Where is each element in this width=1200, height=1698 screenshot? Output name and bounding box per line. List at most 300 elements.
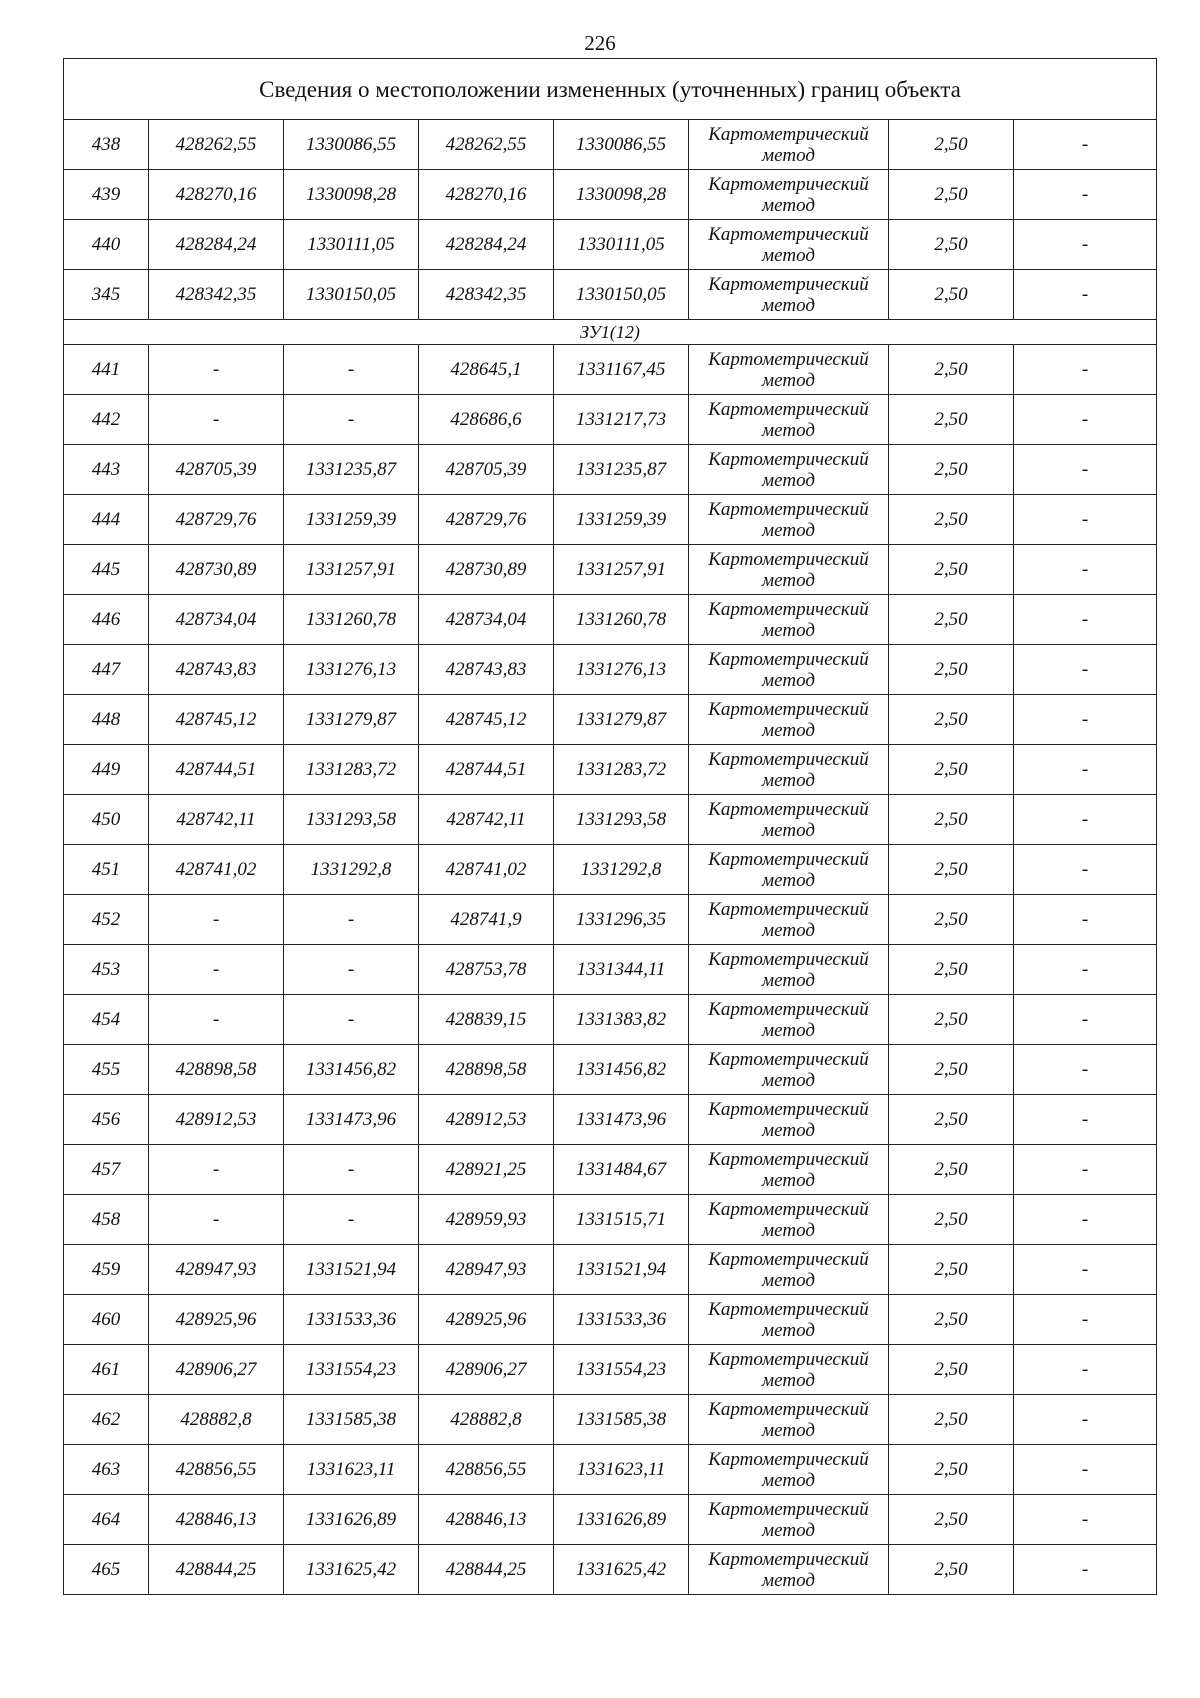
method-line-1: Картометрический (708, 598, 869, 620)
method-line-2: метод (762, 769, 815, 791)
x-refined-cell: 428270,16 (419, 170, 554, 220)
method-line-2: метод (762, 969, 815, 991)
y-existing-cell: 1331585,38 (284, 1395, 419, 1445)
y-refined-cell: 1331554,23 (554, 1345, 689, 1395)
table-row (64, 645, 1157, 695)
point-number-cell: 464 (64, 1495, 149, 1545)
y-existing-cell: - (284, 395, 419, 445)
note-cell: - (1014, 345, 1157, 395)
method-line-2: метод (762, 569, 815, 591)
method-cell (689, 945, 889, 995)
y-existing-cell: 1331293,58 (284, 795, 419, 845)
method-line-1: Картометрический (708, 123, 869, 145)
point-number-cell: 439 (64, 170, 149, 220)
x-refined-cell: 428844,25 (419, 1545, 554, 1595)
accuracy-cell: 2,50 (889, 170, 1014, 220)
point-number-cell: 446 (64, 595, 149, 645)
x-refined-cell: 428262,55 (419, 120, 554, 170)
point-number-cell: 454 (64, 995, 149, 1045)
method-cell (689, 495, 889, 545)
method-line-2: метод (762, 719, 815, 741)
note-cell: - (1014, 645, 1157, 695)
accuracy-cell: 2,50 (889, 220, 1014, 270)
coordinates-table (63, 58, 1157, 1595)
x-refined-cell: 428342,35 (419, 270, 554, 320)
method-cell (689, 545, 889, 595)
section-header-row (64, 320, 1157, 345)
y-refined-cell: 1331533,36 (554, 1295, 689, 1345)
method-cell (689, 120, 889, 170)
method-cell (689, 645, 889, 695)
method-line-1: Картометрический (708, 273, 869, 295)
method-line-2: метод (762, 294, 815, 316)
y-existing-cell: 1331235,87 (284, 445, 419, 495)
x-refined-cell: 428705,39 (419, 445, 554, 495)
y-existing-cell: 1331260,78 (284, 595, 419, 645)
note-cell: - (1014, 1495, 1157, 1545)
x-refined-cell: 428906,27 (419, 1345, 554, 1395)
table-row (64, 1245, 1157, 1295)
accuracy-cell: 2,50 (889, 1445, 1014, 1495)
table-row (64, 695, 1157, 745)
method-cell (689, 1195, 889, 1245)
method-line-2: метод (762, 1269, 815, 1291)
note-cell: - (1014, 170, 1157, 220)
note-cell: - (1014, 995, 1157, 1045)
point-number-cell: 452 (64, 895, 149, 945)
table-title-row (64, 59, 1157, 120)
x-refined-cell: 428686,6 (419, 395, 554, 445)
y-refined-cell: 1331257,91 (554, 545, 689, 595)
y-refined-cell: 1331293,58 (554, 795, 689, 845)
y-existing-cell: - (284, 1195, 419, 1245)
method-line-2: метод (762, 1019, 815, 1041)
x-existing-cell: 428734,04 (149, 595, 284, 645)
method-cell (689, 1495, 889, 1545)
point-number-cell: 447 (64, 645, 149, 695)
point-number-cell: 440 (64, 220, 149, 270)
note-cell: - (1014, 1245, 1157, 1295)
method-line-1: Картометрический (708, 1348, 869, 1370)
point-number-cell: 451 (64, 845, 149, 895)
method-line-2: метод (762, 619, 815, 641)
x-refined-cell: 428947,93 (419, 1245, 554, 1295)
method-cell (689, 595, 889, 645)
x-refined-cell: 428729,76 (419, 495, 554, 545)
x-existing-cell: - (149, 895, 284, 945)
x-refined-cell: 428745,12 (419, 695, 554, 745)
x-refined-cell: 428645,1 (419, 345, 554, 395)
method-line-1: Картометрический (708, 648, 869, 670)
point-number-cell: 438 (64, 120, 149, 170)
y-refined-cell: 1330111,05 (554, 220, 689, 270)
table-row (64, 745, 1157, 795)
method-line-2: метод (762, 1369, 815, 1391)
x-existing-cell: 428741,02 (149, 845, 284, 895)
method-cell (689, 995, 889, 1045)
x-existing-cell: 428906,27 (149, 1345, 284, 1395)
note-cell: - (1014, 695, 1157, 745)
x-refined-cell: 428744,51 (419, 745, 554, 795)
x-existing-cell: 428947,93 (149, 1245, 284, 1295)
accuracy-cell: 2,50 (889, 745, 1014, 795)
table-row (64, 445, 1157, 495)
x-refined-cell: 428925,96 (419, 1295, 554, 1345)
table-row (64, 595, 1157, 645)
note-cell: - (1014, 1345, 1157, 1395)
y-refined-cell: 1331383,82 (554, 995, 689, 1045)
accuracy-cell: 2,50 (889, 445, 1014, 495)
accuracy-cell: 2,50 (889, 1045, 1014, 1095)
method-cell (689, 1345, 889, 1395)
method-line-1: Картометрический (708, 173, 869, 195)
y-existing-cell: 1330111,05 (284, 220, 419, 270)
method-cell (689, 270, 889, 320)
x-existing-cell: - (149, 395, 284, 445)
table-row (64, 1095, 1157, 1145)
y-refined-cell: 1330150,05 (554, 270, 689, 320)
x-existing-cell: 428882,8 (149, 1395, 284, 1445)
point-number-cell: 455 (64, 1045, 149, 1095)
y-existing-cell: 1330086,55 (284, 120, 419, 170)
x-existing-cell: 428270,16 (149, 170, 284, 220)
note-cell: - (1014, 220, 1157, 270)
y-refined-cell: 1331259,39 (554, 495, 689, 545)
method-line-2: метод (762, 1519, 815, 1541)
accuracy-cell: 2,50 (889, 895, 1014, 945)
x-existing-cell: 428284,24 (149, 220, 284, 270)
table-row (64, 1145, 1157, 1195)
x-refined-cell: 428284,24 (419, 220, 554, 270)
method-cell (689, 395, 889, 445)
method-cell (689, 220, 889, 270)
y-existing-cell: 1331276,13 (284, 645, 419, 695)
accuracy-cell: 2,50 (889, 995, 1014, 1045)
y-existing-cell: 1331533,36 (284, 1295, 419, 1345)
y-refined-cell: 1330098,28 (554, 170, 689, 220)
point-number-cell: 448 (64, 695, 149, 745)
y-existing-cell: 1331292,8 (284, 845, 419, 895)
y-existing-cell: 1331554,23 (284, 1345, 419, 1395)
x-refined-cell: 428882,8 (419, 1395, 554, 1445)
method-line-2: метод (762, 194, 815, 216)
y-refined-cell: 1331456,82 (554, 1045, 689, 1095)
method-line-2: метод (762, 869, 815, 891)
x-existing-cell: - (149, 345, 284, 395)
table-row (64, 120, 1157, 170)
note-cell: - (1014, 895, 1157, 945)
x-refined-cell: 428921,25 (419, 1145, 554, 1195)
table-row (64, 895, 1157, 945)
note-cell: - (1014, 1045, 1157, 1095)
y-existing-cell: - (284, 945, 419, 995)
point-number-cell: 461 (64, 1345, 149, 1395)
note-cell: - (1014, 1295, 1157, 1345)
accuracy-cell: 2,50 (889, 1395, 1014, 1445)
method-line-1: Картометрический (708, 1098, 869, 1120)
note-cell: - (1014, 1145, 1157, 1195)
y-refined-cell: 1331235,87 (554, 445, 689, 495)
note-cell: - (1014, 120, 1157, 170)
y-existing-cell: 1331456,82 (284, 1045, 419, 1095)
note-cell: - (1014, 545, 1157, 595)
method-line-1: Картометрический (708, 548, 869, 570)
method-line-1: Картометрический (708, 348, 869, 370)
accuracy-cell: 2,50 (889, 1545, 1014, 1595)
x-refined-cell: 428898,58 (419, 1045, 554, 1095)
y-refined-cell: 1331515,71 (554, 1195, 689, 1245)
table-row (64, 845, 1157, 895)
method-line-2: метод (762, 1319, 815, 1341)
method-cell (689, 1445, 889, 1495)
y-refined-cell: 1331623,11 (554, 1445, 689, 1495)
point-number-cell: 442 (64, 395, 149, 445)
y-refined-cell: 1331283,72 (554, 745, 689, 795)
method-cell (689, 1295, 889, 1345)
accuracy-cell: 2,50 (889, 1195, 1014, 1245)
point-number-cell: 460 (64, 1295, 149, 1345)
x-existing-cell: 428742,11 (149, 795, 284, 845)
point-number-cell: 450 (64, 795, 149, 845)
method-line-1: Картометрический (708, 1398, 869, 1420)
method-cell (689, 445, 889, 495)
method-line-1: Картометрический (708, 448, 869, 470)
section-label: ЗУ1(12) (64, 320, 1157, 345)
x-existing-cell: 428744,51 (149, 745, 284, 795)
method-line-2: метод (762, 144, 815, 166)
x-refined-cell: 428741,9 (419, 895, 554, 945)
method-cell (689, 695, 889, 745)
table-row (64, 170, 1157, 220)
x-existing-cell: 428342,35 (149, 270, 284, 320)
table-row (64, 1495, 1157, 1545)
accuracy-cell: 2,50 (889, 345, 1014, 395)
y-refined-cell: 1331260,78 (554, 595, 689, 645)
x-refined-cell: 428743,83 (419, 645, 554, 695)
x-existing-cell: 428844,25 (149, 1545, 284, 1595)
method-line-1: Картометрический (708, 948, 869, 970)
table-title: Сведения о местоположении измененных (уточненных) границ объекта (64, 59, 1157, 120)
table-row (64, 395, 1157, 445)
x-refined-cell: 428742,11 (419, 795, 554, 845)
x-refined-cell: 428959,93 (419, 1195, 554, 1245)
note-cell: - (1014, 1195, 1157, 1245)
point-number-cell: 462 (64, 1395, 149, 1445)
method-line-1: Картометрический (708, 1548, 869, 1570)
method-line-2: метод (762, 1119, 815, 1141)
x-existing-cell: 428912,53 (149, 1095, 284, 1145)
method-cell (689, 745, 889, 795)
method-cell (689, 1245, 889, 1295)
x-refined-cell: 428730,89 (419, 545, 554, 595)
table-row (64, 995, 1157, 1045)
y-refined-cell: 1330086,55 (554, 120, 689, 170)
table-body (64, 59, 1157, 1595)
x-existing-cell: 428730,89 (149, 545, 284, 595)
x-refined-cell: 428753,78 (419, 945, 554, 995)
x-refined-cell: 428734,04 (419, 595, 554, 645)
method-cell (689, 795, 889, 845)
table-row (64, 220, 1157, 270)
y-existing-cell: 1331257,91 (284, 545, 419, 595)
accuracy-cell: 2,50 (889, 395, 1014, 445)
table-row (64, 495, 1157, 545)
method-cell (689, 895, 889, 945)
y-existing-cell: 1331279,87 (284, 695, 419, 745)
y-refined-cell: 1331473,96 (554, 1095, 689, 1145)
point-number-cell: 463 (64, 1445, 149, 1495)
table-row (64, 345, 1157, 395)
x-existing-cell: 428729,76 (149, 495, 284, 545)
y-refined-cell: 1331625,42 (554, 1545, 689, 1595)
accuracy-cell: 2,50 (889, 1095, 1014, 1145)
accuracy-cell: 2,50 (889, 120, 1014, 170)
method-line-2: метод (762, 1569, 815, 1591)
method-cell (689, 1545, 889, 1595)
accuracy-cell: 2,50 (889, 1345, 1014, 1395)
note-cell: - (1014, 1395, 1157, 1445)
method-line-2: метод (762, 1069, 815, 1091)
point-number-cell: 453 (64, 945, 149, 995)
note-cell: - (1014, 845, 1157, 895)
x-existing-cell: 428846,13 (149, 1495, 284, 1545)
accuracy-cell: 2,50 (889, 1495, 1014, 1545)
method-line-1: Картометрический (708, 498, 869, 520)
y-existing-cell: 1331625,42 (284, 1545, 419, 1595)
y-existing-cell: - (284, 995, 419, 1045)
y-existing-cell: 1331623,11 (284, 1445, 419, 1495)
point-number-cell: 345 (64, 270, 149, 320)
table-row (64, 1295, 1157, 1345)
accuracy-cell: 2,50 (889, 545, 1014, 595)
method-line-2: метод (762, 244, 815, 266)
y-refined-cell: 1331279,87 (554, 695, 689, 745)
method-cell (689, 1095, 889, 1145)
table-row (64, 1195, 1157, 1245)
y-existing-cell: 1331259,39 (284, 495, 419, 545)
method-cell (689, 1045, 889, 1095)
accuracy-cell: 2,50 (889, 645, 1014, 695)
method-cell (689, 845, 889, 895)
point-number-cell: 465 (64, 1545, 149, 1595)
table-row (64, 795, 1157, 845)
point-number-cell: 458 (64, 1195, 149, 1245)
x-existing-cell: 428898,58 (149, 1045, 284, 1095)
note-cell: - (1014, 595, 1157, 645)
method-line-1: Картометрический (708, 1048, 869, 1070)
y-refined-cell: 1331344,11 (554, 945, 689, 995)
method-line-1: Картометрический (708, 1448, 869, 1470)
y-existing-cell: 1330150,05 (284, 270, 419, 320)
method-line-2: метод (762, 1469, 815, 1491)
note-cell: - (1014, 1545, 1157, 1595)
note-cell: - (1014, 445, 1157, 495)
y-refined-cell: 1331585,38 (554, 1395, 689, 1445)
x-refined-cell: 428846,13 (419, 1495, 554, 1545)
method-line-1: Картометрический (708, 398, 869, 420)
method-cell (689, 1395, 889, 1445)
x-existing-cell: 428743,83 (149, 645, 284, 695)
note-cell: - (1014, 745, 1157, 795)
accuracy-cell: 2,50 (889, 695, 1014, 745)
table-row (64, 1395, 1157, 1445)
y-existing-cell: 1330098,28 (284, 170, 419, 220)
page-number: 226 (584, 31, 616, 55)
point-number-cell: 445 (64, 545, 149, 595)
table-row (64, 1345, 1157, 1395)
x-refined-cell: 428839,15 (419, 995, 554, 1045)
note-cell: - (1014, 270, 1157, 320)
method-line-1: Картометрический (708, 748, 869, 770)
accuracy-cell: 2,50 (889, 595, 1014, 645)
x-existing-cell: 428262,55 (149, 120, 284, 170)
y-refined-cell: 1331484,67 (554, 1145, 689, 1195)
table-row (64, 270, 1157, 320)
table-row (64, 945, 1157, 995)
method-line-2: метод (762, 919, 815, 941)
method-line-1: Картометрический (708, 848, 869, 870)
method-line-2: метод (762, 1419, 815, 1441)
accuracy-cell: 2,50 (889, 495, 1014, 545)
y-existing-cell: - (284, 1145, 419, 1195)
method-line-1: Картометрический (708, 1498, 869, 1520)
table-row (64, 545, 1157, 595)
accuracy-cell: 2,50 (889, 845, 1014, 895)
accuracy-cell: 2,50 (889, 795, 1014, 845)
point-number-cell: 449 (64, 745, 149, 795)
point-number-cell: 457 (64, 1145, 149, 1195)
note-cell: - (1014, 495, 1157, 545)
method-cell (689, 170, 889, 220)
method-line-1: Картометрический (708, 1148, 869, 1170)
method-line-1: Картометрический (708, 1198, 869, 1220)
y-existing-cell: 1331521,94 (284, 1245, 419, 1295)
method-line-1: Картометрический (708, 1248, 869, 1270)
x-existing-cell: - (149, 1195, 284, 1245)
method-line-2: метод (762, 669, 815, 691)
point-number-cell: 456 (64, 1095, 149, 1145)
method-line-1: Картометрический (708, 998, 869, 1020)
point-number-cell: 441 (64, 345, 149, 395)
method-cell (689, 345, 889, 395)
y-refined-cell: 1331167,45 (554, 345, 689, 395)
y-refined-cell: 1331276,13 (554, 645, 689, 695)
note-cell: - (1014, 395, 1157, 445)
x-existing-cell: 428925,96 (149, 1295, 284, 1345)
y-refined-cell: 1331296,35 (554, 895, 689, 945)
method-line-2: метод (762, 419, 815, 441)
point-number-cell: 443 (64, 445, 149, 495)
accuracy-cell: 2,50 (889, 1295, 1014, 1345)
note-cell: - (1014, 1095, 1157, 1145)
note-cell: - (1014, 945, 1157, 995)
y-existing-cell: - (284, 345, 419, 395)
method-line-1: Картометрический (708, 798, 869, 820)
y-refined-cell: 1331217,73 (554, 395, 689, 445)
y-refined-cell: 1331521,94 (554, 1245, 689, 1295)
method-line-2: метод (762, 1219, 815, 1241)
x-existing-cell: - (149, 945, 284, 995)
accuracy-cell: 2,50 (889, 945, 1014, 995)
y-existing-cell: 1331283,72 (284, 745, 419, 795)
method-line-2: метод (762, 519, 815, 541)
x-existing-cell: 428745,12 (149, 695, 284, 745)
point-number-cell: 444 (64, 495, 149, 545)
note-cell: - (1014, 795, 1157, 845)
method-line-2: метод (762, 369, 815, 391)
x-refined-cell: 428856,55 (419, 1445, 554, 1495)
point-number-cell: 459 (64, 1245, 149, 1295)
